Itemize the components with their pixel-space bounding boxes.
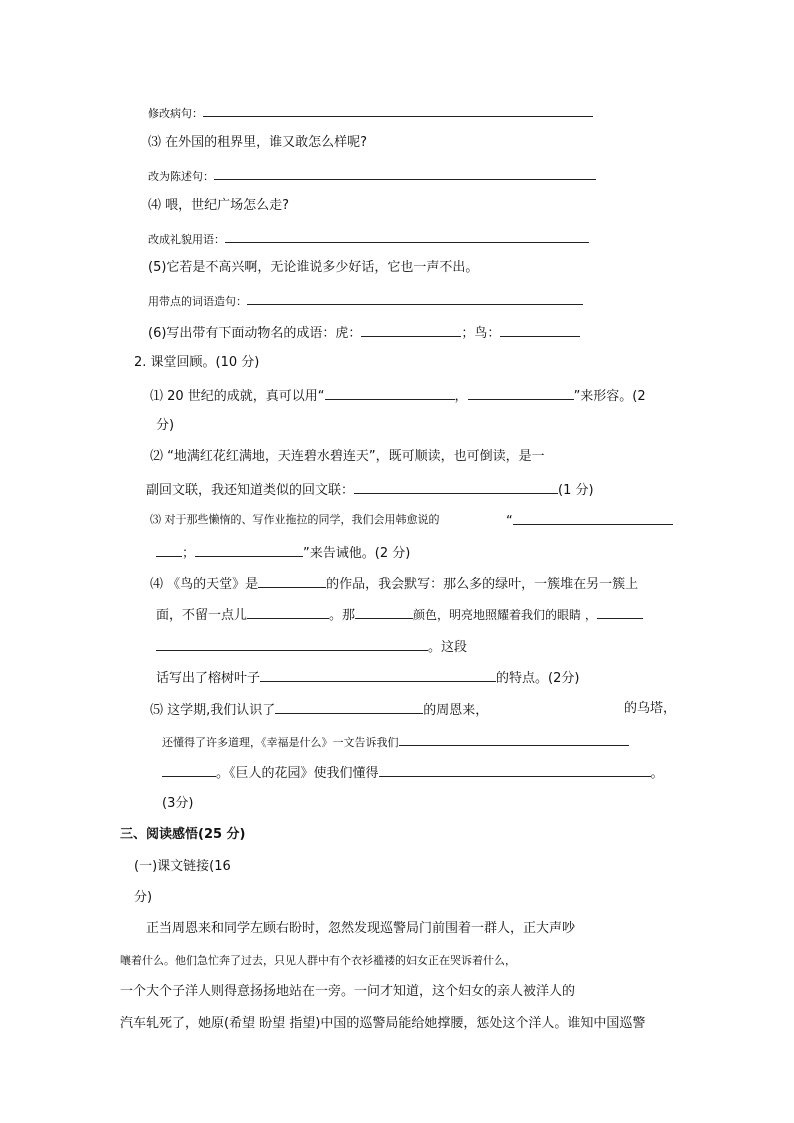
q2-p5-score: (3分) (162, 796, 194, 811)
item3-line (148, 165, 596, 187)
item2-line (148, 102, 593, 124)
q2-p1-comma: ， (454, 389, 468, 404)
item3-prompt: ⑶ 在外国的租界里，谁又敢怎么样呢? (148, 135, 368, 150)
q2-p4-line3 (156, 636, 467, 658)
answer-blank[interactable] (247, 604, 329, 619)
answer-blank[interactable] (468, 385, 574, 400)
answer-blank[interactable] (379, 762, 651, 777)
q2-p4-text4: 。那 (329, 608, 356, 623)
q2-p4-text3: 面，不留一点儿 (156, 608, 248, 623)
q2-p5-text: ⑸ 这学期,我们认识了 (150, 703, 276, 718)
answer-blank[interactable] (258, 573, 326, 588)
q2-p1-text: ⑴ 20 世纪的成就，真可以用“ (150, 389, 325, 404)
answer-blank[interactable] (513, 510, 673, 525)
answer-blank[interactable] (354, 479, 558, 494)
passage-line: 一个大个子洋人则得意扬扬地站在一旁。一问才知道，这个妇女的亲人被洋人的 (120, 984, 576, 999)
q2-p5-period: 。 (650, 766, 664, 781)
answer-blank[interactable] (203, 102, 593, 117)
item6-text: (6)写出带有下面动物名的成语：虎： (148, 326, 362, 341)
answer-blank[interactable] (361, 322, 461, 337)
q2-p3-semi: ； (182, 546, 196, 561)
item3-label: 改为陈述句： (148, 170, 214, 183)
q2-p2-line (146, 479, 594, 501)
q2-p5-line3 (162, 762, 664, 784)
answer-blank[interactable] (260, 667, 496, 682)
answer-blank[interactable] (156, 542, 182, 557)
q2-p5-line1 (150, 699, 488, 721)
item4-prompt: ⑷ 喂，世纪广场怎么走? (148, 198, 290, 213)
q2-p3-tail: ”来告诫他。(2 分) (303, 546, 411, 561)
q2-p4-text7: 话写出了榕树叶子 (156, 671, 261, 686)
answer-blank[interactable] (275, 699, 423, 714)
q2-p4-score: 的特点。(2分) (496, 671, 580, 686)
answer-blank[interactable] (225, 228, 589, 243)
q2-p5-text3: 还懂得了许多道理，《幸福是什么》一文告诉我们 (162, 736, 399, 749)
q2-p1-score: 分) (156, 418, 175, 433)
answer-blank[interactable] (214, 165, 596, 180)
item4-line (148, 228, 589, 250)
item5-label: 用带点的词语造句： (148, 295, 247, 308)
q2-p3-text: ⑶ 对于那些懒惰的、写作业拖拉的同学，我们会用韩愈说的 (150, 513, 440, 526)
answer-blank[interactable] (399, 731, 629, 746)
section3-subheading-score: 分) (134, 890, 153, 905)
answer-blank[interactable] (355, 604, 413, 619)
answer-blank[interactable] (500, 322, 580, 337)
q2-p3-quote: “ (506, 514, 513, 529)
q2-p5-text4: 。《巨人的花园》使我们懂得 (216, 766, 379, 781)
item5-line (148, 290, 583, 312)
q2-p2-text2: 副回文联，我还知道类似的回文联： (146, 483, 355, 498)
q2-p4-text5: 颜色，明亮地照耀着我们的眼睛 ， (413, 608, 597, 622)
q2-p5-wuta: 的乌塔， (624, 701, 677, 716)
q2-p1-tail: ”来形容。(2 (573, 389, 646, 404)
q2-p4-text2: 的作品，我会默写：那么多的绿叶，一簇堆在另一簇上 (326, 577, 639, 592)
passage-line: 正当周恩来和同学左顾右盼时，忽然发现巡警局门前围着一群人，正大声吵 (146, 921, 576, 936)
item5-prompt: (5)它若是不高兴啊，无论谁说多少好话，它也一声不出。 (148, 260, 479, 275)
q2-p4-text: ⑷ 《鸟的天堂》是 (150, 577, 259, 592)
section3-subheading: (一)课文链接(16 (134, 859, 231, 874)
answer-blank[interactable] (325, 385, 455, 400)
passage-line: 汽车轧死了，她原(希望 盼望 指望)中国的巡警局能给她撑腰，惩处这个洋人。谁知中国巡警 (120, 1016, 646, 1031)
q2-p5-line2 (162, 731, 629, 753)
item6-sep: ；鸟： (461, 326, 501, 341)
q2-p2-text: ⑵ “地满红花红满地，天连碧水碧连天”，既可顺读，也可倒读，是一 (150, 449, 545, 464)
section3-heading: 三、阅读感悟(25 分) (120, 827, 246, 842)
q2-p4-line2 (156, 604, 643, 626)
q2-p1-line (150, 385, 646, 407)
answer-blank[interactable] (195, 542, 303, 557)
item4-label: 改成礼貌用语： (148, 233, 225, 246)
answer-blank[interactable] (247, 290, 583, 305)
item6-line (148, 322, 580, 344)
q2-p3-quote-line (506, 510, 673, 532)
q2-heading: 2. 课堂回顾。(10 分) (134, 355, 260, 370)
q2-p3-line2 (156, 542, 410, 564)
item2-label: 修改病句： (148, 107, 203, 120)
q2-p4-line4 (156, 667, 579, 689)
answer-blank[interactable] (162, 762, 216, 777)
q2-p4-text6: 。这段 (428, 640, 468, 655)
q2-p2-score: (1 分) (558, 483, 594, 498)
q2-p3-line (150, 510, 440, 530)
q2-p5-text2: 的周恩来， (423, 703, 489, 718)
answer-blank[interactable] (597, 604, 643, 619)
answer-blank[interactable] (156, 636, 428, 651)
q2-p4-line1 (150, 573, 638, 595)
passage-line: 嚷着什么。他们急忙奔了过去，只见人群中有个衣衫褴褛的妇女正在哭诉着什么， (120, 954, 516, 967)
